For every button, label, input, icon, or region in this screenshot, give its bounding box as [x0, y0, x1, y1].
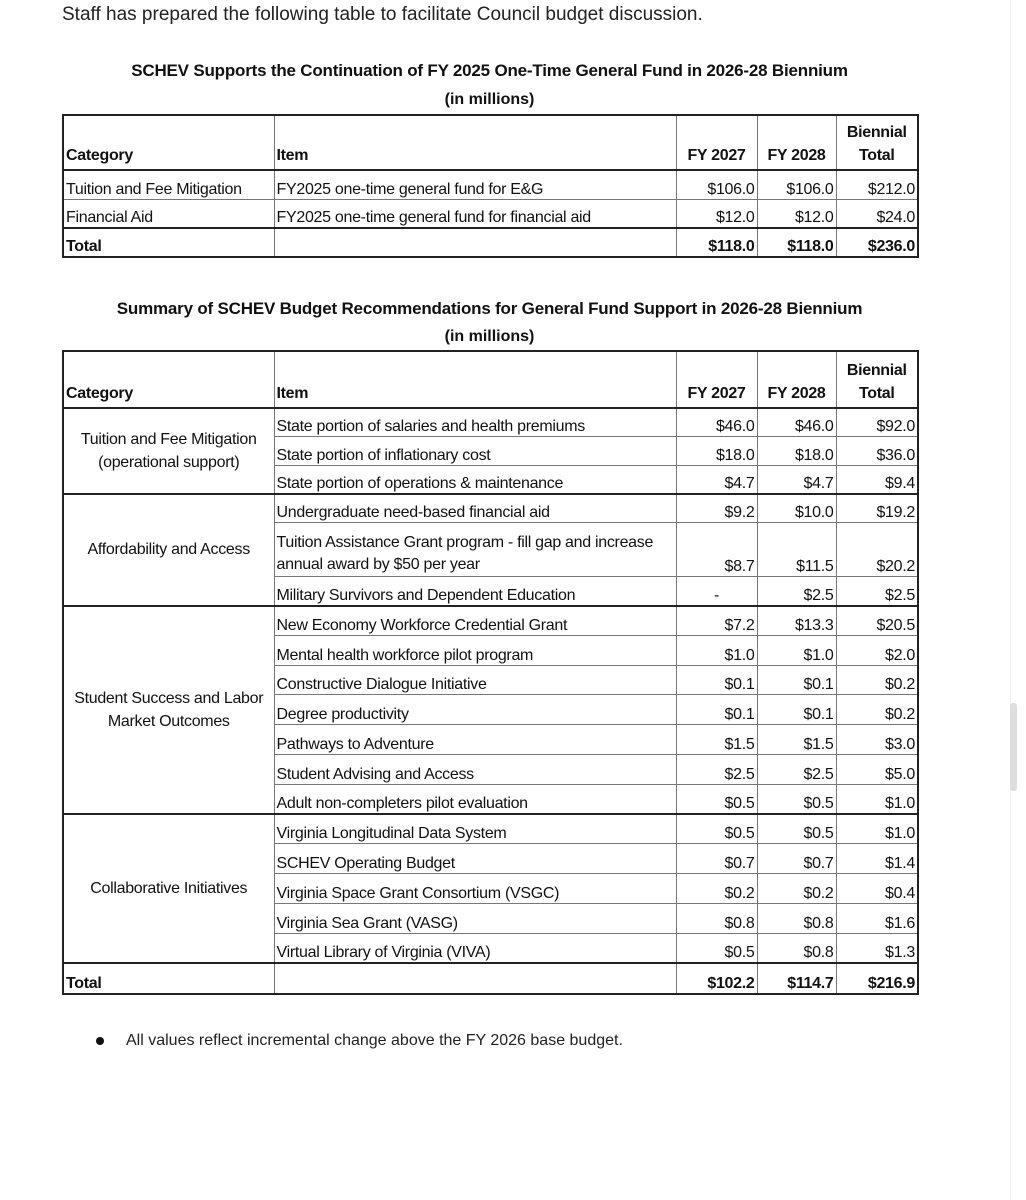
fy2028-value: $0.8: [757, 903, 836, 933]
item-cell: Virginia Sea Grant (VASG): [274, 903, 676, 933]
biennial-total-value: $0.4: [836, 874, 918, 904]
empty-cell: [274, 228, 676, 257]
fy2028-value: $0.2: [757, 874, 836, 904]
fy2027-value: $118.0: [676, 228, 757, 257]
category-cell: Tuition and Fee Mitigation (operational support): [63, 408, 274, 494]
header-item: Item: [274, 115, 676, 170]
intro-text: Staff has prepared the following table to facilitate Council budget discussion.: [62, 4, 703, 25]
header-fy2027: FY 2027: [676, 351, 757, 408]
category-cell: Student Success and Labor Market Outcomes: [63, 606, 274, 815]
table-row: [63, 170, 918, 199]
header-biennial-total: Biennial Total: [836, 115, 918, 170]
item-cell: Degree productivity: [274, 695, 676, 725]
item-cell: SCHEV Operating Budget: [274, 844, 676, 874]
biennial-total-value: $24.0: [836, 199, 918, 228]
item-cell: State portion of operations & maintenance: [274, 465, 676, 494]
footnote: [96, 1032, 623, 1050]
fy2027-value: $0.5: [676, 933, 757, 963]
header-category: Category: [63, 115, 274, 170]
biennial-total-value: $20.5: [836, 606, 918, 636]
item-cell: Pathways to Adventure: [274, 725, 676, 755]
fy2027-value: $106.0: [676, 170, 757, 199]
header-fy2028: FY 2028: [757, 115, 836, 170]
fy2027-value: $7.2: [676, 606, 757, 636]
fy2027-value: $102.2: [676, 963, 757, 994]
fy2028-value: $46.0: [757, 408, 836, 437]
fy2027-value: $1.5: [676, 725, 757, 755]
table1-subtitle: (in millions): [444, 91, 535, 108]
header-item: Item: [274, 351, 676, 408]
table-row: [63, 606, 918, 636]
biennial-total-value: $1.6: [836, 903, 918, 933]
biennial-total-value: $36.0: [836, 437, 918, 466]
category-cell: Tuition and Fee Mitigation: [63, 170, 274, 199]
item-cell: New Economy Workforce Credential Grant: [274, 606, 676, 636]
table2-subtitle: (in millions): [444, 328, 535, 345]
budget-recommendations-table: [62, 350, 919, 995]
fy2028-value: $0.8: [757, 933, 836, 963]
fy2027-value: $4.7: [676, 465, 757, 494]
fy2027-value: $0.1: [676, 695, 757, 725]
total-label: Total: [63, 963, 274, 994]
biennial-total-value: $0.2: [836, 695, 918, 725]
biennial-total-value: $92.0: [836, 408, 918, 437]
fy2027-value: $18.0: [676, 437, 757, 466]
fy2028-value: $2.5: [757, 754, 836, 784]
item-cell: FY2025 one-time general fund for E&G: [274, 170, 676, 199]
fy2027-value: $0.5: [676, 784, 757, 814]
biennial-total-value: $1.4: [836, 844, 918, 874]
fy2028-value: $0.5: [757, 784, 836, 814]
bullet-icon: [96, 1037, 104, 1045]
fy2027-value: $0.2: [676, 874, 757, 904]
fy2028-value: $4.7: [757, 465, 836, 494]
fy2027-value: -: [676, 577, 757, 606]
biennial-total-value: $212.0: [836, 170, 918, 199]
biennial-total-value: $216.9: [836, 963, 918, 994]
header-row: [63, 351, 918, 408]
biennial-total-value: $2.0: [836, 635, 918, 665]
biennial-total-value: $20.2: [836, 523, 918, 577]
item-cell: Virtual Library of Virginia (VIVA): [274, 933, 676, 963]
fy2027-value: $12.0: [676, 199, 757, 228]
fy2028-value: $0.5: [757, 814, 836, 844]
fy2027-value: $0.7: [676, 844, 757, 874]
item-cell: State portion of inflationary cost: [274, 437, 676, 466]
scrollbar-thumb[interactable]: [1010, 703, 1017, 791]
item-cell: Virginia Space Grant Consortium (VSGC): [274, 874, 676, 904]
fy2028-value: $1.0: [757, 635, 836, 665]
fy2027-value: $0.5: [676, 814, 757, 844]
fy2028-value: $2.5: [757, 577, 836, 606]
fy2027-value: $0.1: [676, 665, 757, 695]
total-label: Total: [63, 228, 274, 257]
total-row: [63, 963, 918, 994]
item-cell: Student Advising and Access: [274, 754, 676, 784]
category-cell: Financial Aid: [63, 199, 274, 228]
fy2027-value: $2.5: [676, 754, 757, 784]
fy2028-value: $10.0: [757, 494, 836, 523]
biennial-total-value: $5.0: [836, 754, 918, 784]
biennial-total-value: $0.2: [836, 665, 918, 695]
item-cell: Adult non-completers pilot evaluation: [274, 784, 676, 814]
item-cell: Undergraduate need-based financial aid: [274, 494, 676, 523]
fy2028-value: $13.3: [757, 606, 836, 636]
onetime-fund-table: [62, 114, 919, 258]
header-fy2028: FY 2028: [757, 351, 836, 408]
table-row: [63, 494, 918, 523]
table-row: [63, 408, 918, 437]
header-biennial-total: Biennial Total: [836, 351, 918, 408]
category-cell: Collaborative Initiatives: [63, 814, 274, 963]
fy2028-value: $1.5: [757, 725, 836, 755]
fy2028-value: $114.7: [757, 963, 836, 994]
header-fy2027: FY 2027: [676, 115, 757, 170]
biennial-total-value: $3.0: [836, 725, 918, 755]
item-cell: Military Survivors and Dependent Education: [274, 577, 676, 606]
biennial-total-value: $1.0: [836, 784, 918, 814]
fy2028-value: $18.0: [757, 437, 836, 466]
fy2027-value: $46.0: [676, 408, 757, 437]
fy2028-value: $12.0: [757, 199, 836, 228]
fy2028-value: $0.7: [757, 844, 836, 874]
table1-title: SCHEV Supports the Continuation of FY 2025 One-Time General Fund in 2026-28 Biennium: [131, 61, 848, 80]
fy2028-value: $0.1: [757, 695, 836, 725]
header-row: [63, 115, 918, 170]
biennial-total-value: $9.4: [836, 465, 918, 494]
table-row: [63, 814, 918, 844]
biennial-total-value: $19.2: [836, 494, 918, 523]
fy2028-value: $0.1: [757, 665, 836, 695]
item-cell: State portion of salaries and health premiums: [274, 408, 676, 437]
fy2027-value: $8.7: [676, 523, 757, 577]
fy2028-value: $106.0: [757, 170, 836, 199]
table2-title: Summary of SCHEV Budget Recommendations for General Fund Support in 2026-28 Biennium: [116, 299, 863, 318]
header-category: Category: [63, 351, 274, 408]
category-cell: Affordability and Access: [63, 494, 274, 606]
item-cell: Virginia Longitudinal Data System: [274, 814, 676, 844]
item-cell: FY2025 one-time general fund for financial aid: [274, 199, 676, 228]
biennial-total-value: $1.0: [836, 814, 918, 844]
item-cell: Tuition Assistance Grant program - fill gap and increase annual award by $50 per year: [274, 523, 676, 577]
empty-cell: [274, 963, 676, 994]
fy2028-value: $118.0: [757, 228, 836, 257]
biennial-total-value: $1.3: [836, 933, 918, 963]
biennial-total-value: $2.5: [836, 577, 918, 606]
biennial-total-value: $236.0: [836, 228, 918, 257]
item-cell: Mental health workforce pilot program: [274, 635, 676, 665]
footnote-text: All values reflect incremental change above the FY 2026 base budget.: [126, 1032, 623, 1049]
table-row: [63, 199, 918, 228]
item-cell: Constructive Dialogue Initiative: [274, 665, 676, 695]
fy2028-value: $11.5: [757, 523, 836, 577]
fy2027-value: $1.0: [676, 635, 757, 665]
fy2027-value: $9.2: [676, 494, 757, 523]
fy2027-value: $0.8: [676, 903, 757, 933]
scrollbar-track[interactable]: [1010, 0, 1011, 1200]
total-row: [63, 228, 918, 257]
